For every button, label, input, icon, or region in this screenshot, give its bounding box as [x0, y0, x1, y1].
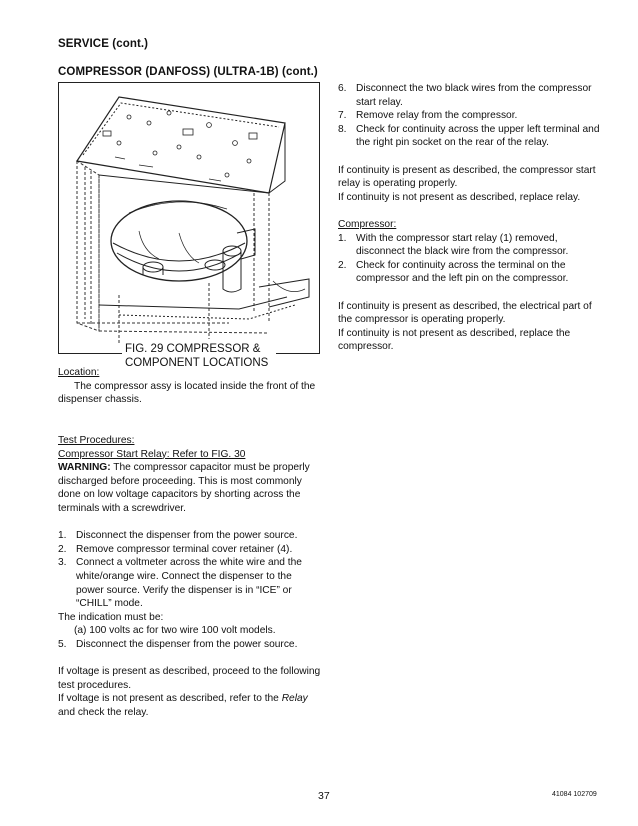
- voltage-absent-b: and check the relay.: [58, 706, 149, 718]
- left-column: [58, 366, 322, 719]
- step-number: 5.: [58, 638, 67, 650]
- caption-line-1: FIG. 29 COMPRESSOR &: [125, 343, 261, 355]
- relay-ok-text: If continuity is present as described, the compressor start relay is operating properly.: [338, 164, 596, 190]
- indication-value: (a) 100 volts ac for two wire 100 volt models.: [74, 625, 276, 637]
- step-text: With the compressor start relay (1) removed, disconnect the black wire from the compressor.: [356, 232, 569, 258]
- step-number: 8.: [338, 123, 347, 135]
- step-8: [338, 123, 602, 150]
- comp-step-1: [338, 232, 602, 259]
- compressor-illustration: [59, 83, 319, 353]
- step-text: Disconnect the dispenser from the power source.: [76, 638, 298, 650]
- warning-paragraph: [58, 461, 322, 515]
- step-5: [58, 638, 322, 652]
- step-7: [338, 109, 602, 123]
- compressor-ok-text: If continuity is present as described, the electrical part of the compressor is operating properly.: [338, 300, 592, 326]
- step-number: 2.: [58, 543, 67, 555]
- warning-text: The compressor capacitor must be properly discharged before proceeding. This is most commonly done on low voltage capacitors by shorting across the terminals with a screwdriver.: [58, 462, 310, 514]
- voltage-absent-text: [58, 692, 322, 719]
- step-1: [58, 529, 322, 543]
- step-2: [58, 543, 322, 557]
- voltage-present-text: If voltage is present as described, proceed to the following test procedures.: [58, 666, 321, 691]
- step-number: 2.: [338, 259, 347, 271]
- compressor-heading: Compressor:: [338, 218, 397, 230]
- relay-reference: Relay: [281, 693, 308, 705]
- step-number: 3.: [58, 557, 67, 569]
- voltage-absent-a: If voltage is not present as described, refer to the: [58, 693, 279, 705]
- step-text: Disconnect the dispenser from the power source.: [76, 530, 298, 542]
- step-6: [338, 82, 602, 109]
- relay-heading: Compressor Start Relay: Refer to FIG. 30: [58, 448, 246, 460]
- step-text: Check for continuity across the upper left terminal and the right pin socket on the rear of the relay.: [356, 123, 600, 149]
- location-heading: Location:: [58, 367, 100, 378]
- step-3: [58, 556, 322, 610]
- compressor-bad-text: If continuity is not present as described, replace the compressor.: [338, 327, 571, 353]
- subsection-title: COMPRESSOR (DANFOSS) (ULTRA-1B) (cont.): [58, 66, 318, 78]
- step-text: Remove compressor terminal cover retainer (4).: [76, 543, 293, 555]
- step-text: Remove relay from the compressor.: [356, 110, 518, 122]
- step-text: Connect a voltmeter across the white wire and the white/orange wire. Connect the dispenser to the power source. Verify the dispenser is in “ICE” or “CHILL” mode.: [76, 557, 302, 610]
- step-number: 1.: [338, 232, 347, 244]
- caption-line-2: COMPONENT LOCATIONS: [125, 357, 269, 369]
- step-number: 6.: [338, 83, 347, 94]
- step-number: 1.: [58, 530, 67, 542]
- step-number: 7.: [338, 110, 347, 122]
- step-text: Disconnect the two black wires from the compressor start relay.: [356, 83, 592, 108]
- warning-label: WARNING:: [58, 462, 111, 474]
- section-title: SERVICE (cont.): [58, 38, 149, 50]
- location-text: The compressor assy is located inside the front of the dispenser chassis.: [58, 380, 316, 406]
- comp-step-2: [338, 259, 602, 286]
- test-procedures-heading: Test Procedures:: [58, 434, 135, 446]
- right-column: [338, 82, 602, 354]
- relay-bad-text: If continuity is not present as described, replace relay.: [338, 191, 581, 203]
- step-text: Check for continuity across the terminal on the compressor and the left pin on the compressor.: [356, 259, 569, 285]
- indication-label: The indication must be:: [58, 611, 164, 623]
- compressor-figure: [58, 82, 320, 354]
- page-number: 37: [318, 790, 330, 802]
- document-code: 41084 102709: [552, 791, 597, 798]
